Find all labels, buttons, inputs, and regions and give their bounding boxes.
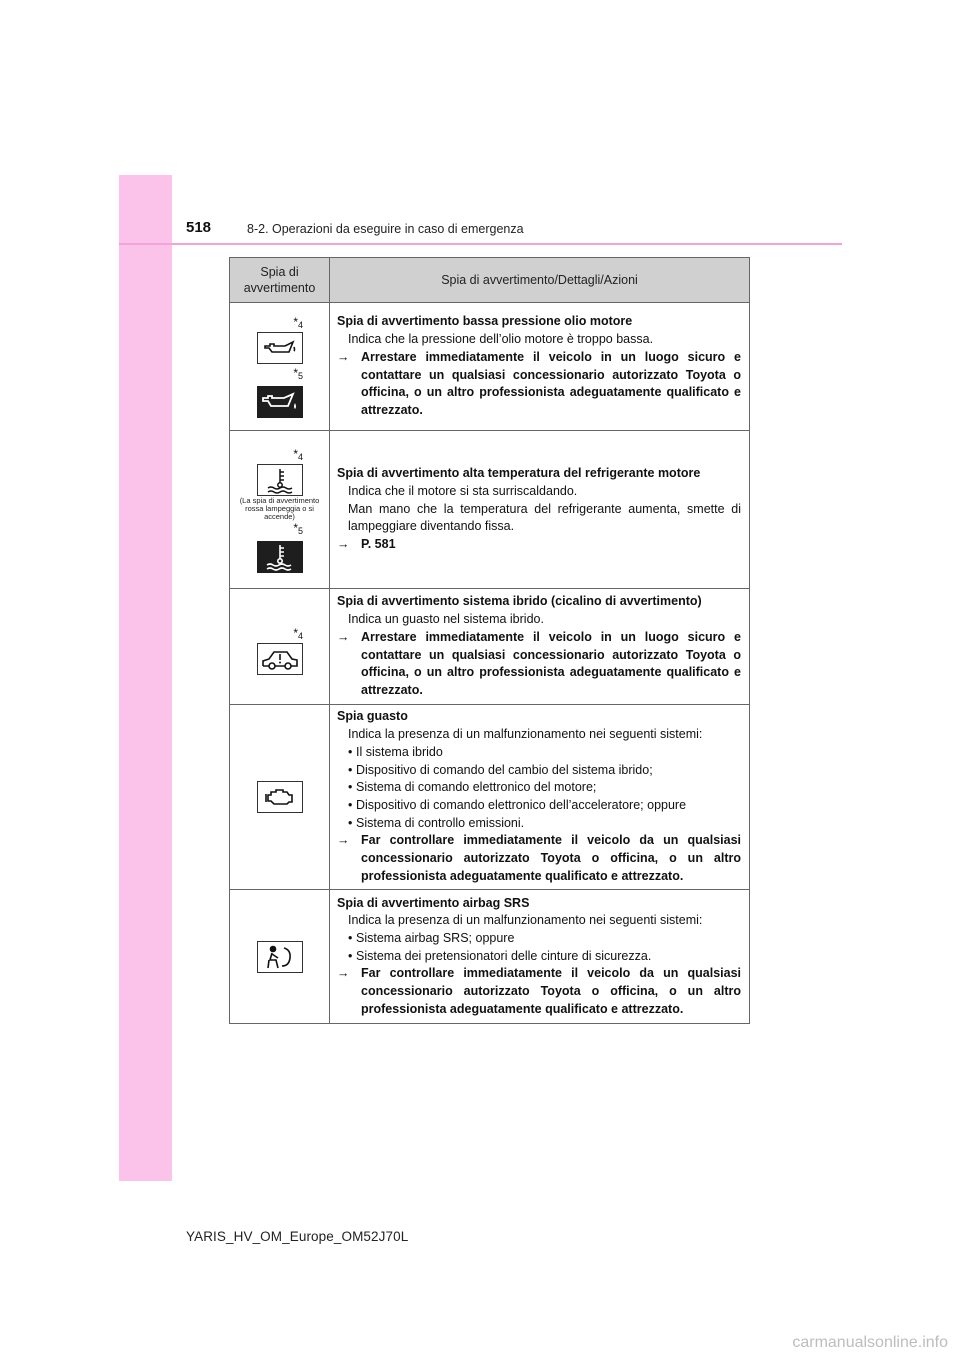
details-cell (330, 303, 750, 431)
arrow-icon: → (337, 966, 350, 981)
document-code: YARIS_HV_OM_Europe_OM52J70L (186, 1229, 409, 1244)
check-engine-icon (257, 781, 303, 813)
action-text: → Arrestare immediatamente il veicolo in un luogo sicuro e contattare un qualsiasi concessionario autorizzato Toyota o officina, o un altro professionista adeguatamente qualificato e attrezzato. (337, 629, 741, 697)
col-header-light: Spia di avvertimento (230, 258, 330, 303)
col-header-details: Spia di avvertimento/Dettagli/Azioni (330, 258, 750, 303)
action-text: → Far controllare immediatamente il veicolo da un qualsiasi concessionario autorizzato Toyota o officina, o un altro professionista adeguatamente qualificato e attrezzato. (337, 833, 741, 883)
light-title: Spia di avvertimento alta temperatura del refrigerante motore (337, 466, 701, 481)
watermark: carmanualsonline.info (792, 1334, 948, 1351)
description-line: Indica che il motore si sta surriscaldando. (348, 483, 578, 498)
list-item: • Sistema di comando elettronico del motore; (337, 779, 741, 797)
description-line: Indica che la pressione dell’olio motore è troppo bassa. (348, 332, 654, 347)
icon-cell (230, 890, 330, 1024)
table-row (230, 303, 750, 431)
details-cell (330, 705, 750, 890)
list-item: • Dispositivo di comando elettronico dell’acceleratore; oppure (337, 797, 741, 815)
footnote-marker: $*_5$ (293, 520, 303, 536)
list-item: • Sistema di controllo emissioni. (337, 815, 741, 833)
coolant-temperature-icon (257, 464, 303, 496)
footnote-marker: $*_4$ (293, 446, 303, 462)
srs-airbag-icon (257, 941, 303, 973)
arrow-icon: → (337, 629, 350, 644)
light-title: Spia di avvertimento bassa pressione olio motore (337, 314, 633, 329)
table-row (230, 589, 750, 705)
page-side-tab (119, 175, 172, 1181)
details-cell (330, 431, 750, 589)
page-reference: → P. 581 (337, 536, 741, 554)
table-row (230, 431, 750, 589)
page-number: 518 (186, 219, 212, 236)
light-title: Spia guasto (337, 709, 408, 724)
oil-pressure-dark-icon (257, 386, 303, 418)
footnote-marker: $*_5$ (293, 366, 303, 381)
footnote-marker: $*_4$ (293, 315, 303, 330)
light-title: Spia di avvertimento sistema ibrido (cicalino di avvertimento) (337, 594, 702, 609)
arrow-icon: → (337, 537, 350, 552)
table-row (230, 705, 750, 890)
description-line: Indica un guasto nel sistema ibrido. (348, 612, 544, 627)
action-text: → Far controllare immediatamente il veicolo da un qualsiasi concessionario autorizzato Toyota o officina, o un altro professionista adeguatamente qualificato e attrezzato. (337, 966, 741, 1016)
list-item: • Sistema airbag SRS; oppure (337, 930, 741, 948)
light-title: Spia di avvertimento airbag SRS (337, 895, 530, 910)
details-cell (330, 890, 750, 1024)
description-line: Indica la presenza di un malfunzionamento nei seguenti sistemi: (348, 913, 703, 928)
table-header-row (230, 258, 750, 303)
section-title: 8-2. Operazioni da eseguire in caso di emergenza (247, 222, 524, 236)
icon-cell (230, 589, 330, 705)
footnote-marker: $*_4$ (293, 626, 303, 641)
flashing-note: (La spia di avvertimento rossa lampeggia o si accende) (239, 495, 320, 521)
arrow-icon: → (337, 349, 350, 364)
details-cell (330, 589, 750, 705)
table-row (230, 890, 750, 1024)
description-line: Indica la presenza di un malfunzionamento nei seguenti sistemi: (348, 727, 703, 742)
action-text: → Arrestare immediatamente il veicolo in un luogo sicuro e contattare un qualsiasi concessionario autorizzato Toyota o officina, o un altro professionista adeguatamente qualificato e attrezzato. (337, 349, 741, 417)
list-item: • Dispositivo di comando del cambio del sistema ibrido; (337, 762, 741, 780)
arrow-icon: → (337, 833, 350, 848)
coolant-temperature-dark-icon (257, 541, 303, 573)
warning-lights-table (229, 257, 750, 1024)
oil-pressure-icon (257, 332, 303, 364)
list-item: • Il sistema ibrido (337, 744, 741, 762)
list-item: • Sistema dei pretensionatori delle cinture di sicurezza. (337, 948, 741, 966)
icon-cell (230, 705, 330, 890)
header-divider (119, 243, 842, 245)
icon-cell (230, 303, 330, 431)
icon-cell (230, 431, 330, 589)
hybrid-system-warning-icon (257, 643, 303, 675)
description-line: Man mano che la temperatura del refrigerante aumenta, smette di lampeggiare diventando fissa. (348, 501, 741, 534)
